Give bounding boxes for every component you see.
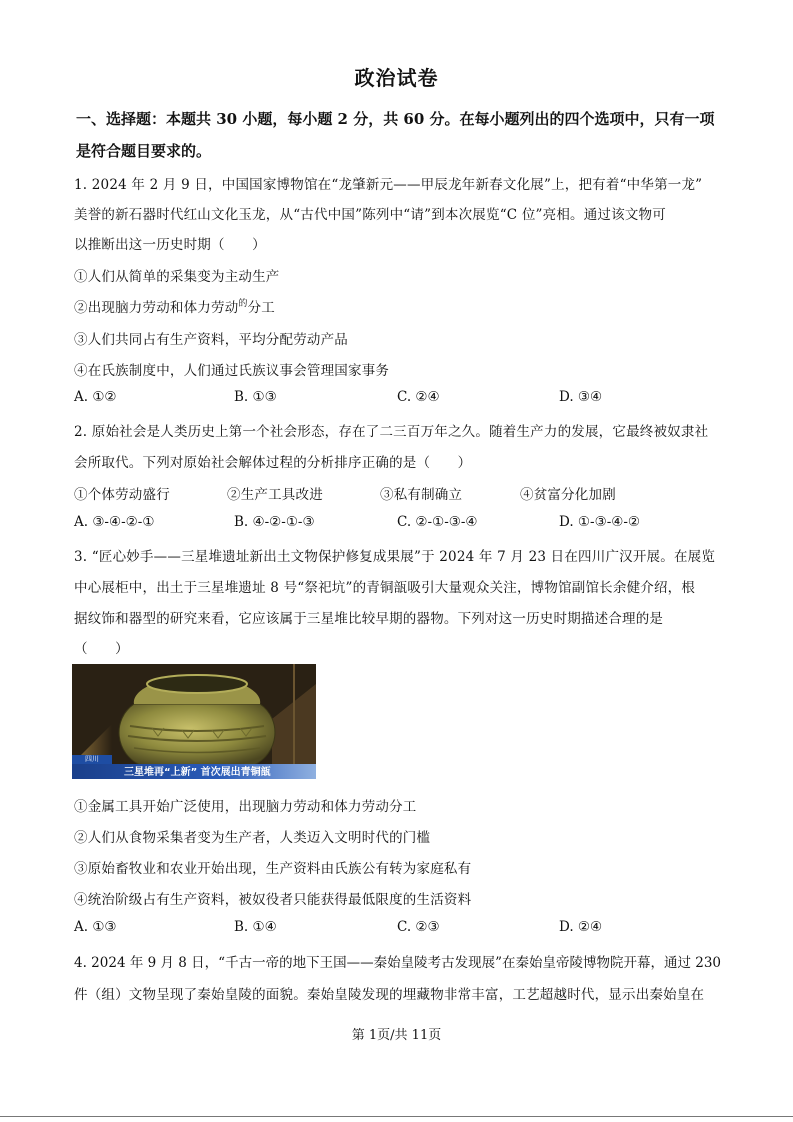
q2-stem-line1: 2. 原始社会是人类历史上第一个社会形态，存在了二三百万年之久。随着生产力的发展，它最终被奴隶社 — [74, 424, 709, 440]
q2-option-d: D. ①-③-④-② — [559, 514, 641, 530]
q1-stem-line1: 1. 2024 年 2 月 9 日，中国国家博物馆在“龙肇新元——甲辰龙年新春文化展”上，把有着“中华第一龙” — [74, 177, 703, 193]
q3-option-d: D. ②④ — [559, 919, 603, 935]
section-heading-line2: 是符合题目要求的。 — [76, 142, 212, 160]
q3-option-a: A. ①③ — [74, 919, 117, 935]
q2-item-3: ③私有制确立 — [380, 487, 463, 503]
caption-bar — [72, 764, 316, 779]
caption-text: 三星堆再“上新” 首次展出青铜瓿 — [124, 767, 271, 778]
q1-item-1: ①人们从简单的采集变为主动生产 — [74, 269, 280, 285]
q3-option-b: B. ①④ — [234, 919, 277, 935]
q1-item-2-tail: 分工 — [247, 300, 276, 316]
q2-stem-line2: 会所取代。下列对原始社会解体过程的分析排序正确的是（ ） — [74, 455, 472, 471]
q4-stem-line2: 件（组）文物呈现了秦始皇陵的面貌。秦始皇陵发现的埋藏物非常丰富，工艺超越时代，显示出秦始皇在 — [74, 987, 705, 1003]
q1-item-2-sup: 的 — [238, 299, 248, 309]
bottom-divider — [0, 1116, 793, 1117]
q2-option-b: B. ④-②-①-③ — [234, 514, 315, 530]
q3-stem-line2: 中心展柜中，出土于三星堆遗址 8 号“祭祀坑”的青铜瓿吸引大量观众关注，博物馆副馆长余健介绍，根 — [74, 580, 696, 596]
q4-stem-line1: 4. 2024 年 9 月 8 日，“千古一帝的地下王国——秦始皇陵考古发现展”在秦始皇帝陵博物院开幕，通过 230 — [74, 955, 722, 971]
q2-item-2: ②生产工具改进 — [227, 487, 323, 503]
q1-item-3: ③人们共同占有生产资料，平均分配劳动产品 — [74, 332, 348, 348]
q1-item-2-text: ②出现脑力劳动和体力劳动 — [74, 300, 239, 316]
q1-option-a: A. ①② — [74, 389, 117, 405]
q1-option-d: D. ③④ — [559, 389, 603, 405]
bronze-vessel-photo — [72, 664, 316, 779]
caption-region-tag: 四川 — [72, 755, 112, 764]
page-title: 政治试卷 — [354, 66, 439, 90]
q1-stem-line3: 以推断出这一历史时期（ ） — [74, 237, 266, 253]
q3-item-4: ④统治阶级占有生产资料，被奴役者只能获得最低限度的生活资料 — [74, 892, 472, 908]
section-heading-line1: 一、选择题：本题共 30 小题，每小题 2 分，共 60 分。在每小题列出的四个选项中，只有一项 — [76, 110, 715, 128]
q1-item-2 — [74, 296, 275, 316]
q3-option-c: C. ②③ — [397, 919, 440, 935]
page-number-footer: 第 1页/共 11页 — [351, 1028, 442, 1043]
q3-item-2: ②人们从食物采集者变为生产者，人类迈入文明时代的门槛 — [74, 830, 431, 846]
q1-item-4: ④在氏族制度中，人们通过氏族议事会管理国家事务 — [74, 363, 390, 379]
q2-option-a: A. ③-④-②-① — [74, 514, 155, 530]
q1-option-c: C. ②④ — [397, 389, 440, 405]
q2-option-c: C. ②-①-③-④ — [397, 514, 478, 530]
q2-item-4: ④贫富分化加剧 — [520, 487, 616, 503]
q3-item-1: ①金属工具开始广泛使用，出现脑力劳动和体力劳动分工 — [74, 799, 417, 815]
q1-option-b: B. ①③ — [234, 389, 277, 405]
q3-stem-line1: 3. “匠心妙手——三星堆遗址新出土文物保护修复成果展”于 2024 年 7 月 23 日在四川广汉开展。在展览 — [74, 549, 716, 565]
q2-item-1: ①个体劳动盛行 — [74, 487, 170, 503]
q3-stem-line4: （ ） — [74, 641, 129, 657]
q1-stem-line2: 美誉的新石器时代红山文化玉龙，从“古代中国”陈列中“请”到本次展览“C 位”亮相。通过该文物可 — [74, 207, 666, 223]
q3-item-3: ③原始畜牧业和农业开始出现，生产资料由氏族公有转为家庭私有 — [74, 861, 472, 877]
q3-stem-line3: 据纹饰和器型的研究来看，它应该属于三星堆比较早期的器物。下列对这一历史时期描述合理的是 — [74, 611, 664, 627]
